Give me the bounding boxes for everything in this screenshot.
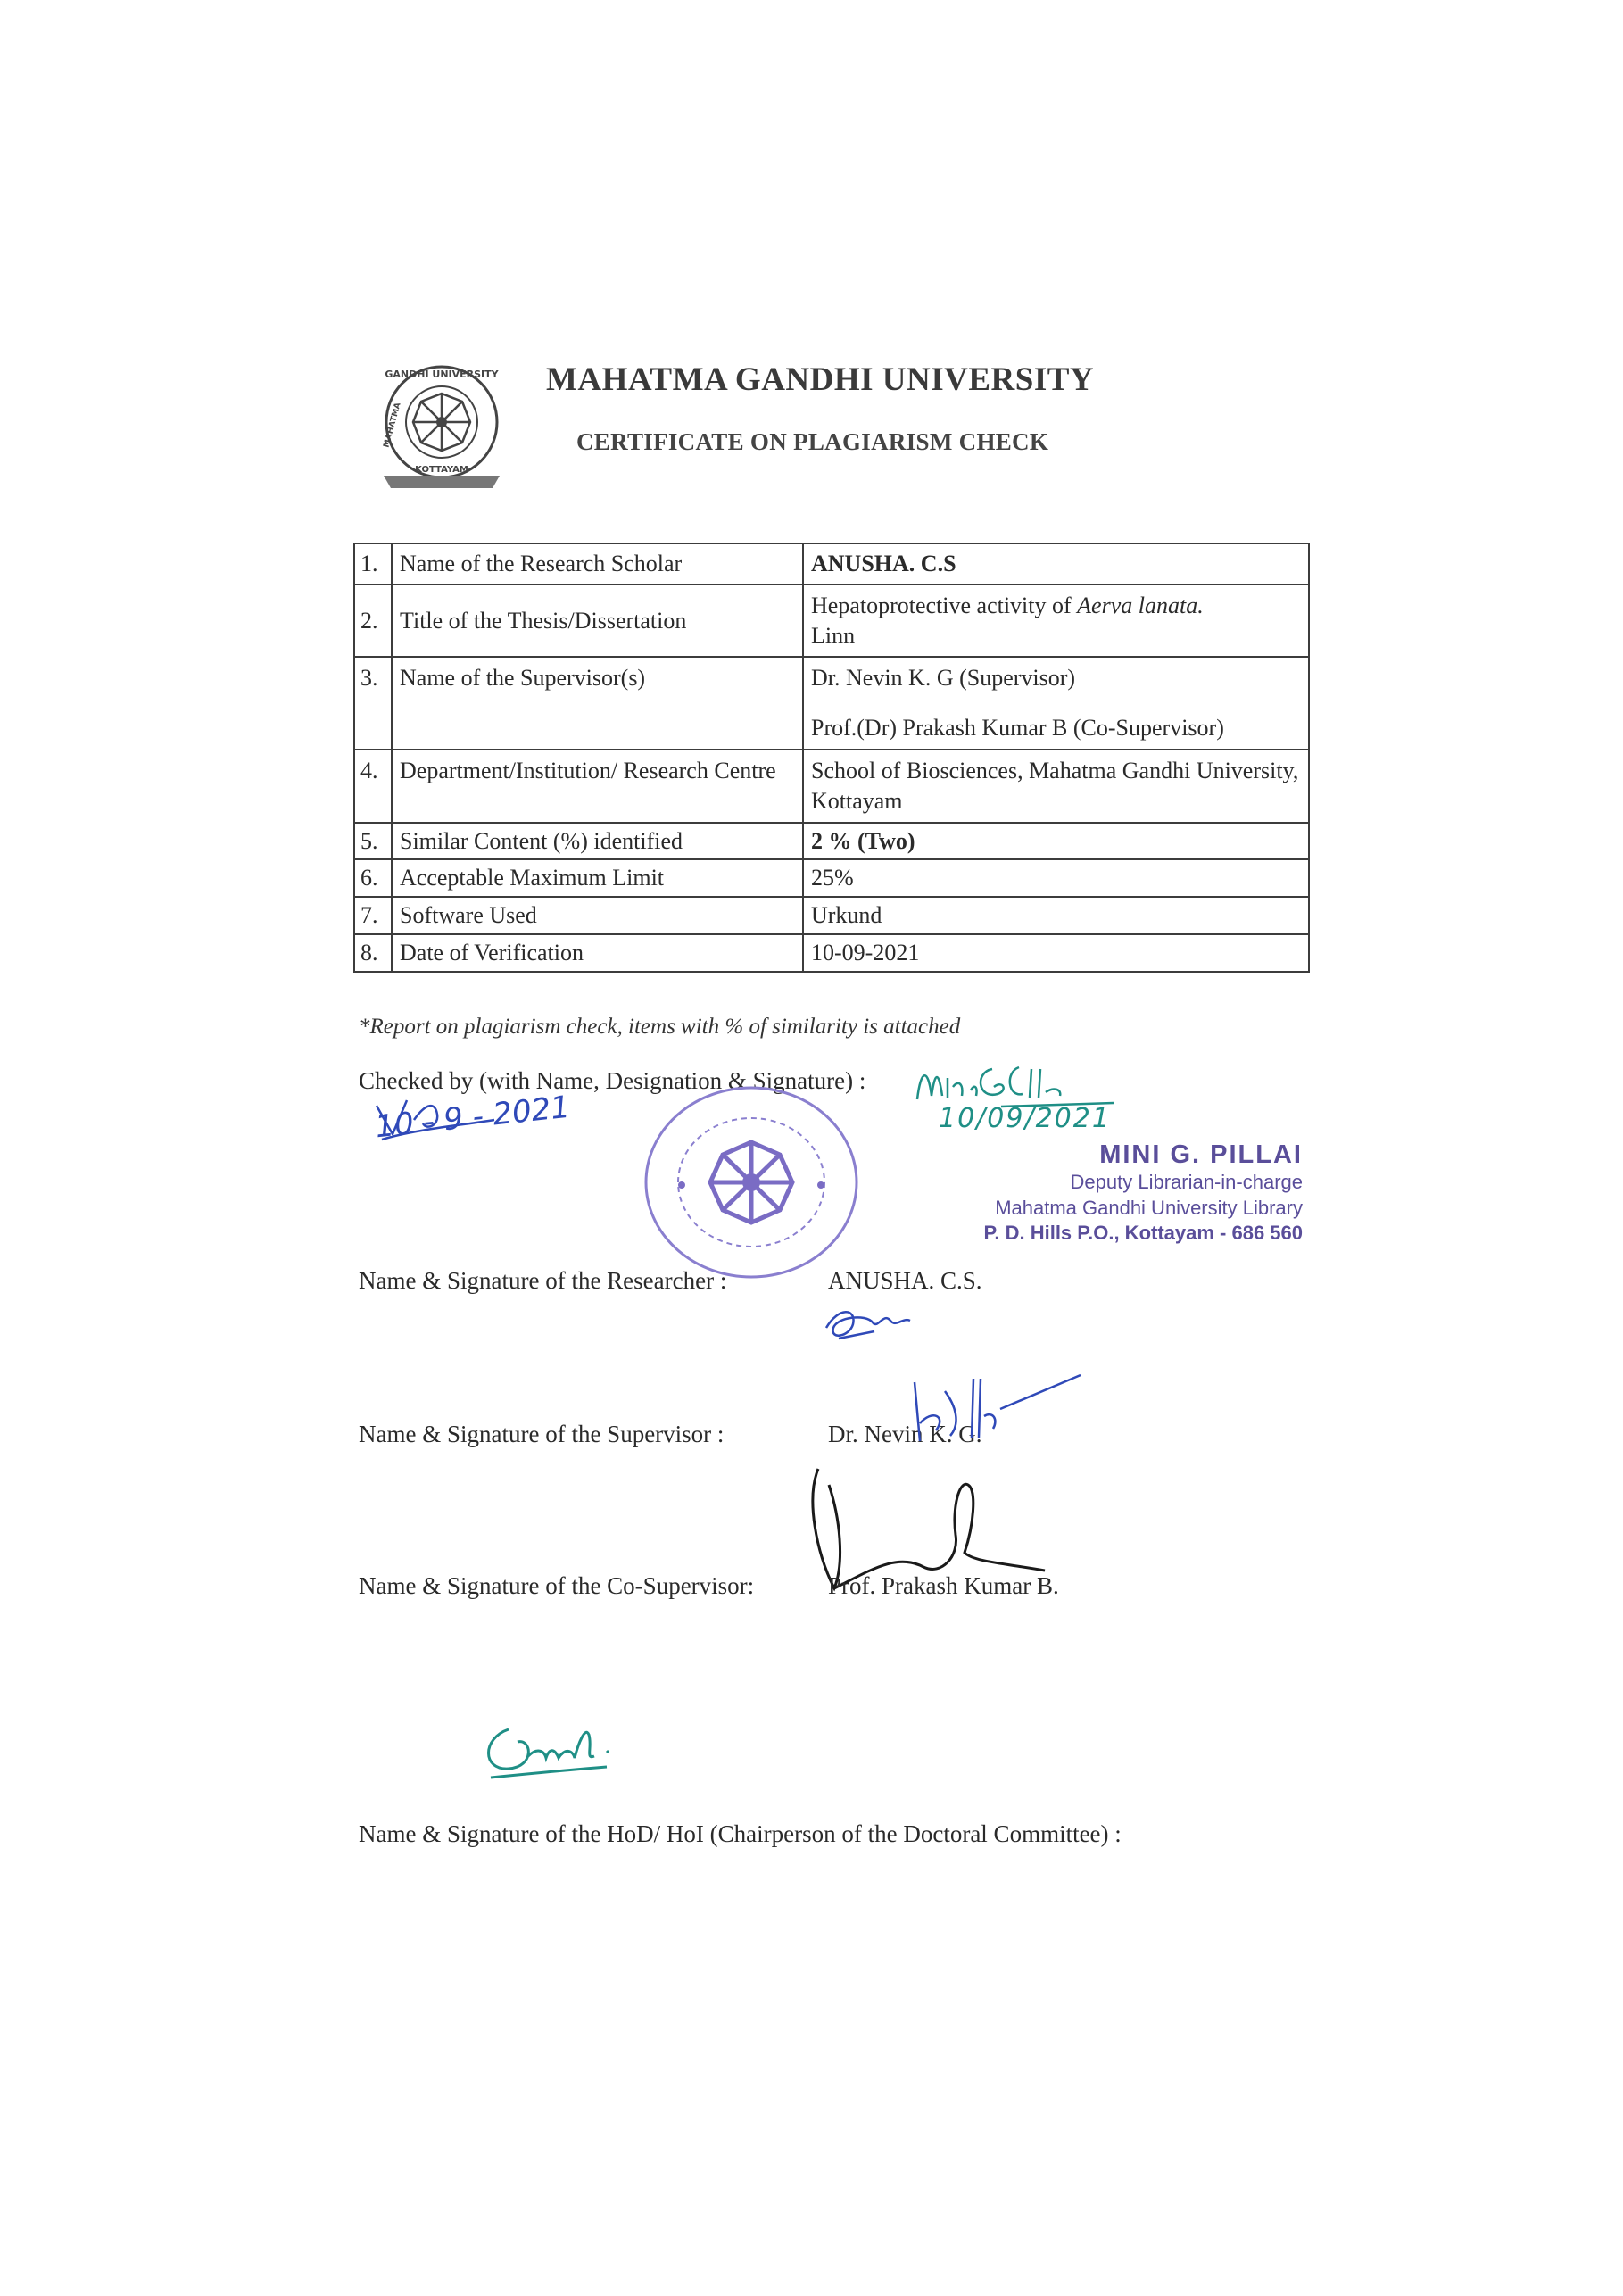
row-label: Date of Verification — [392, 934, 803, 972]
researcher-name: ANUSHA. C.S. — [828, 1267, 982, 1294]
cosupervisor-signature-label: Name & Signature of the Co-Supervisor: — [359, 1572, 755, 1599]
hod-signature — [473, 1712, 651, 1783]
librarian-name: MINI G. PILLAI — [1099, 1140, 1303, 1169]
department: School of Biosciences, Mahatma Gandhi University, Kottayam — [803, 750, 1309, 823]
row-number: 8. — [354, 934, 392, 972]
table-row — [354, 657, 1309, 750]
svg-text:KOTTAYAM: KOTTAYAM — [415, 465, 468, 475]
row-number: 1. — [354, 543, 392, 584]
similarity-value: 2 % (Two) — [803, 823, 1309, 860]
verification-date: 10-09-2021 — [803, 934, 1309, 972]
researcher-signature — [821, 1301, 919, 1346]
table-row — [354, 897, 1309, 934]
max-limit: 25% — [803, 859, 1309, 897]
library-seal — [635, 1080, 867, 1285]
researcher-signature-label: Name & Signature of the Researcher : — [359, 1267, 727, 1294]
row-label: Title of the Thesis/Dissertation — [392, 584, 803, 658]
supervisor-name: Dr. Nevin K. G. — [828, 1421, 982, 1447]
checker-handwritten-date: 10 - 9 - 2021 — [373, 1089, 572, 1146]
librarian-handwritten-date: 10/09/2021 — [939, 1103, 1111, 1134]
row-number: 6. — [354, 859, 392, 897]
supervisor-signature-label: Name & Signature of the Supervisor : — [359, 1421, 725, 1447]
table-row — [354, 584, 1309, 658]
row-label: Name of the Supervisor(s) — [392, 657, 803, 750]
checked-by-label: Checked by (with Name, Designation & Signature) : — [359, 1067, 866, 1094]
row-number: 3. — [354, 657, 392, 750]
row-number: 4. — [354, 750, 392, 823]
row-label: Similar Content (%) identified — [392, 823, 803, 860]
university-name: MAHATMA GANDHI UNIVERSITY — [546, 361, 1095, 398]
table-row — [354, 859, 1309, 897]
plagiarism-info-table — [353, 543, 1310, 973]
supervisors: Dr. Nevin K. G (Supervisor) Prof.(Dr) Prakash Kumar B (Co-Supervisor) — [803, 657, 1309, 750]
librarian-designation: Deputy Librarian-in-charge — [1070, 1171, 1303, 1193]
certificate-title: CERTIFICATE ON PLAGIARISM CHECK — [576, 428, 1049, 455]
supervisor-signature — [897, 1370, 1084, 1459]
row-label: Department/Institution/ Research Centre — [392, 750, 803, 823]
table-row — [354, 823, 1309, 860]
row-number: 2. — [354, 584, 392, 658]
librarian-stamp — [955, 1140, 1303, 1247]
hod-signature-label: Name & Signature of the HoD/ HoI (Chairperson of the Doctoral Committee) : — [359, 1820, 1122, 1847]
cosupervisor-name: Prof. Prakash Kumar B. — [828, 1572, 1059, 1599]
librarian-organization: Mahatma Gandhi University Library — [995, 1196, 1303, 1219]
scholar-name: ANUSHA. C.S — [803, 543, 1309, 584]
table-row — [354, 543, 1309, 584]
thesis-title: Hepatoprotective activity of Aerva lanata. Linn — [803, 584, 1309, 658]
row-number: 7. — [354, 897, 392, 934]
university-logo — [375, 361, 509, 495]
row-label: Software Used — [392, 897, 803, 934]
report-note: *Report on plagiarism check, items with % of similarity is attached — [359, 1015, 961, 1039]
table-row — [354, 934, 1309, 972]
svg-text:MAHATMA: MAHATMA — [382, 402, 403, 449]
row-label: Acceptable Maximum Limit — [392, 859, 803, 897]
librarian-address: P. D. Hills P.O., Kottayam - 686 560 — [983, 1222, 1303, 1245]
table-row — [354, 750, 1309, 823]
software-used: Urkund — [803, 897, 1309, 934]
checker-initials-signature — [373, 1093, 498, 1147]
row-label: Name of the Research Scholar — [392, 543, 803, 584]
row-number: 5. — [354, 823, 392, 860]
svg-text:GANDHI UNIVERSITY: GANDHI UNIVERSITY — [385, 369, 499, 380]
